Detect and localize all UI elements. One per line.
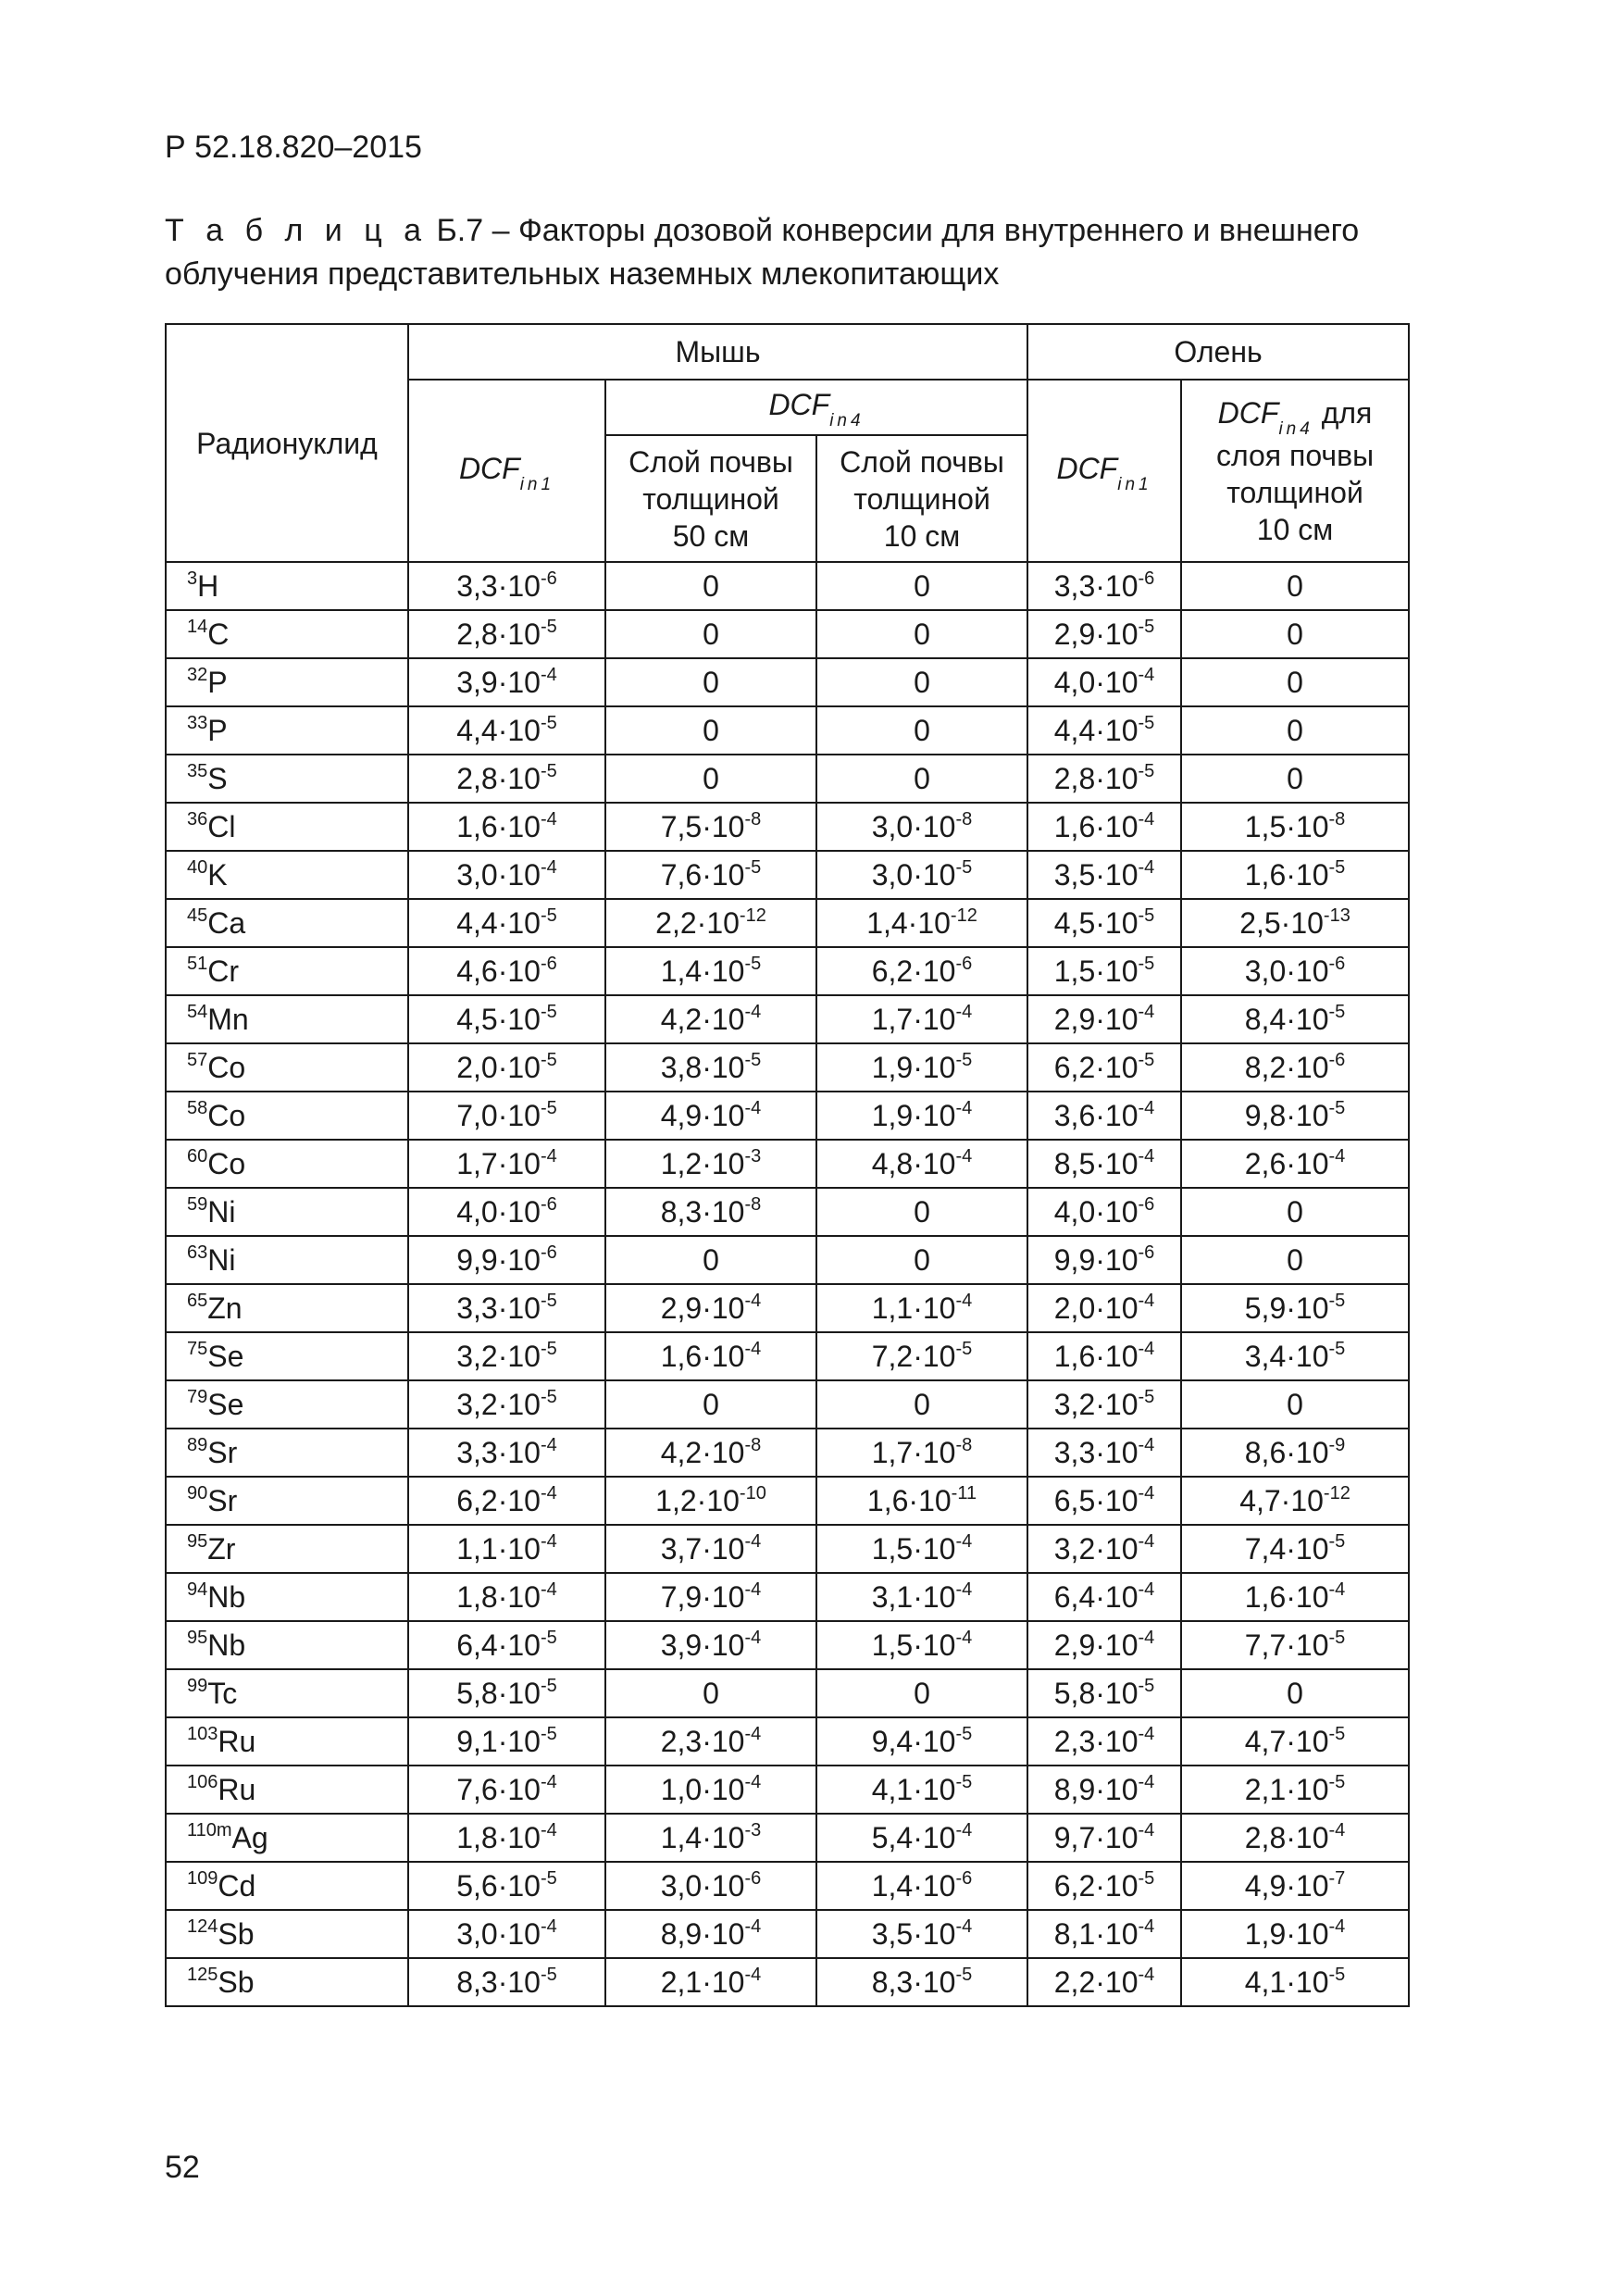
value-cell: $2,1\cdot 10^{-5}$ [1181,1766,1409,1814]
table-header [166,324,1409,562]
value-cell: $1,7\cdot 10^{-4}$ [816,995,1027,1043]
value-cell: $7,4\cdot 10^{-5}$ [1181,1525,1409,1573]
radionuclide-cell: $^{95}$Zr [166,1525,408,1573]
radionuclide-cell: $^{63}$Ni [166,1236,408,1284]
dose-conversion-table [165,323,1410,2007]
value-cell: $6,2\cdot 10^{-5}$ [1027,1043,1181,1092]
value-cell: 0 [816,658,1027,706]
page-number: 52 [165,2150,200,2185]
radionuclide-cell: $^{90}$Sr [166,1477,408,1525]
value-cell: $3,2\cdot 10^{-4}$ [1027,1525,1181,1573]
value-cell: $3,6\cdot 10^{-4}$ [1027,1092,1181,1140]
header-deer-dcf-in4: $DCF_{in4}$ для слоя почвы толщиной 10 см [1181,380,1409,562]
value-cell: 0 [1181,1236,1409,1284]
value-cell: $2,8\cdot 10^{-5}$ [408,755,605,803]
value-cell: $4,4\cdot 10^{-5}$ [408,899,605,947]
value-cell: $3,0\cdot 10^{-6}$ [1181,947,1409,995]
value-cell: $2,6\cdot 10^{-4}$ [1181,1140,1409,1188]
radionuclide-cell: $^{94}$Nb [166,1573,408,1621]
table-row [166,899,1409,947]
value-cell: $7,7\cdot 10^{-5}$ [1181,1621,1409,1669]
table-row [166,1092,1409,1140]
value-cell: $6,5\cdot 10^{-4}$ [1027,1477,1181,1525]
value-cell: $3,5\cdot 10^{-4}$ [816,1910,1027,1958]
table-row [166,1669,1409,1717]
value-cell: 0 [605,658,816,706]
value-cell: $3,5\cdot 10^{-4}$ [1027,851,1181,899]
value-cell: $2,9\cdot 10^{-4}$ [605,1284,816,1332]
value-cell: $4,8\cdot 10^{-4}$ [816,1140,1027,1188]
value-cell: $3,0\cdot 10^{-4}$ [408,851,605,899]
value-cell: $3,0\cdot 10^{-8}$ [816,803,1027,851]
table-row [166,1043,1409,1092]
radionuclide-cell: $^{89}$Sr [166,1429,408,1477]
value-cell: $5,8\cdot 10^{-5}$ [408,1669,605,1717]
table-row [166,1477,1409,1525]
radionuclide-cell: $^{33}$P [166,706,408,755]
value-cell: $2,2\cdot 10^{-4}$ [1027,1958,1181,2006]
value-cell: $2,5\cdot 10^{-13}$ [1181,899,1409,947]
value-cell: $2,1\cdot 10^{-4}$ [605,1958,816,2006]
value-cell: $4,4\cdot 10^{-5}$ [1027,706,1181,755]
value-cell: 0 [816,755,1027,803]
table-row [166,1380,1409,1429]
value-cell: $2,0\cdot 10^{-4}$ [1027,1284,1181,1332]
value-cell: 0 [816,1380,1027,1429]
value-cell: $4,2\cdot 10^{-4}$ [605,995,816,1043]
table-row [166,1429,1409,1477]
value-cell: 0 [1181,1380,1409,1429]
value-cell: $9,4\cdot 10^{-5}$ [816,1717,1027,1766]
value-cell: $4,5\cdot 10^{-5}$ [408,995,605,1043]
value-cell: $9,9\cdot 10^{-6}$ [408,1236,605,1284]
radionuclide-cell: $^{36}$Cl [166,803,408,851]
radionuclide-cell: $^{32}$P [166,658,408,706]
value-cell: $1,6\cdot 10^{-4}$ [1181,1573,1409,1621]
header-deer-dcf-in1: $DCF_{in1}$ [1027,380,1181,562]
radionuclide-cell: $^{54}$Mn [166,995,408,1043]
value-cell: $4,5\cdot 10^{-5}$ [1027,899,1181,947]
table-row [166,995,1409,1043]
value-cell: $9,1\cdot 10^{-5}$ [408,1717,605,1766]
table-row [166,755,1409,803]
value-cell: 0 [605,706,816,755]
value-cell: $4,0\cdot 10^{-4}$ [1027,658,1181,706]
value-cell: $1,4\cdot 10^{-3}$ [605,1814,816,1862]
value-cell: $7,5\cdot 10^{-8}$ [605,803,816,851]
value-cell: $1,5\cdot 10^{-4}$ [816,1621,1027,1669]
value-cell: $5,8\cdot 10^{-5}$ [1027,1669,1181,1717]
value-cell: 0 [605,610,816,658]
value-cell: $1,6\cdot 10^{-4}$ [408,803,605,851]
table-row [166,1525,1409,1573]
value-cell: $6,4\cdot 10^{-5}$ [408,1621,605,1669]
value-cell: $8,3\cdot 10^{-5}$ [408,1958,605,2006]
value-cell: $7,0\cdot 10^{-5}$ [408,1092,605,1140]
radionuclide-cell: $^3$H [166,562,408,610]
value-cell: 0 [816,1236,1027,1284]
value-cell: 0 [605,1236,816,1284]
caption-label: Т а б л и ц а [165,213,429,248]
radionuclide-cell: $^{65}$Zn [166,1284,408,1332]
value-cell: $3,3\cdot 10^{-5}$ [408,1284,605,1332]
value-cell: 0 [1181,658,1409,706]
value-cell: $3,0\cdot 10^{-5}$ [816,851,1027,899]
value-cell: $6,2\cdot 10^{-6}$ [816,947,1027,995]
radionuclide-cell: $^{110m}$Ag [166,1814,408,1862]
value-cell: $3,8\cdot 10^{-5}$ [605,1043,816,1092]
value-cell: $9,8\cdot 10^{-5}$ [1181,1092,1409,1140]
value-cell: 0 [1181,755,1409,803]
value-cell: $2,9\cdot 10^{-4}$ [1027,1621,1181,1669]
value-cell: $6,4\cdot 10^{-4}$ [1027,1573,1181,1621]
header-mouse-dcf-in4: $DCF_{in4}$ [605,380,1027,435]
value-cell: 0 [816,1188,1027,1236]
value-cell: $5,9\cdot 10^{-5}$ [1181,1284,1409,1332]
value-cell: 0 [816,562,1027,610]
radionuclide-cell: $^{125}$Sb [166,1958,408,2006]
value-cell: 0 [816,610,1027,658]
document-id: Р 52.18.820–2015 [165,130,422,165]
value-cell: $5,4\cdot 10^{-4}$ [816,1814,1027,1862]
value-cell: $1,4\cdot 10^{-6}$ [816,1862,1027,1910]
value-cell: $8,4\cdot 10^{-5}$ [1181,995,1409,1043]
table-row [166,1332,1409,1380]
table-row [166,1910,1409,1958]
header-soil-10cm: Слой почвы толщиной 10 см [816,435,1027,562]
value-cell: $1,1\cdot 10^{-4}$ [408,1525,605,1573]
value-cell: $8,5\cdot 10^{-4}$ [1027,1140,1181,1188]
value-cell: $3,2\cdot 10^{-5}$ [408,1332,605,1380]
value-cell: 0 [1181,706,1409,755]
value-cell: $2,2\cdot 10^{-12}$ [605,899,816,947]
radionuclide-cell: $^{109}$Cd [166,1862,408,1910]
value-cell: $8,9\cdot 10^{-4}$ [1027,1766,1181,1814]
value-cell: 0 [816,706,1027,755]
value-cell: 0 [605,1669,816,1717]
value-cell: $4,7\cdot 10^{-5}$ [1181,1717,1409,1766]
radionuclide-cell: $^{14}$C [166,610,408,658]
value-cell: $2,8\cdot 10^{-4}$ [1181,1814,1409,1862]
value-cell: $4,1\cdot 10^{-5}$ [816,1766,1027,1814]
table-row [166,1188,1409,1236]
value-cell: $4,2\cdot 10^{-8}$ [605,1429,816,1477]
value-cell: $3,3\cdot 10^{-4}$ [408,1429,605,1477]
value-cell: $2,9\cdot 10^{-4}$ [1027,995,1181,1043]
value-cell: $2,8\cdot 10^{-5}$ [408,610,605,658]
table-row [166,1236,1409,1284]
table-row [166,1862,1409,1910]
radionuclide-cell: $^{79}$Se [166,1380,408,1429]
value-cell: $1,8\cdot 10^{-4}$ [408,1814,605,1862]
value-cell: $1,5\cdot 10^{-8}$ [1181,803,1409,851]
value-cell: $1,2\cdot 10^{-3}$ [605,1140,816,1188]
value-cell: $1,8\cdot 10^{-4}$ [408,1573,605,1621]
radionuclide-cell: $^{35}$S [166,755,408,803]
value-cell: $6,2\cdot 10^{-5}$ [1027,1862,1181,1910]
radionuclide-cell: $^{45}$Ca [166,899,408,947]
value-cell: 0 [816,1669,1027,1717]
value-cell: $9,7\cdot 10^{-4}$ [1027,1814,1181,1862]
table-row [166,851,1409,899]
radionuclide-cell: $^{60}$Co [166,1140,408,1188]
value-cell: $1,5\cdot 10^{-5}$ [1027,947,1181,995]
table-row [166,1621,1409,1669]
value-cell: $4,1\cdot 10^{-5}$ [1181,1958,1409,2006]
header-soil-50cm: Слой почвы толщиной 50 см [605,435,816,562]
radionuclide-cell: $^{75}$Se [166,1332,408,1380]
header-group-deer: Олень [1027,324,1409,380]
value-cell: 0 [1181,562,1409,610]
value-cell: $2,3\cdot 10^{-4}$ [605,1717,816,1766]
value-cell: $4,7\cdot 10^{-12}$ [1181,1477,1409,1525]
value-cell: $1,9\cdot 10^{-4}$ [1181,1910,1409,1958]
value-cell: $1,6\cdot 10^{-4}$ [1027,803,1181,851]
value-cell: 0 [1181,1669,1409,1717]
table-row [166,1958,1409,2006]
table-body [166,562,1409,2006]
table-row [166,706,1409,755]
table-row [166,1717,1409,1766]
value-cell: $1,6\cdot 10^{-4}$ [605,1332,816,1380]
value-cell: $3,2\cdot 10^{-5}$ [408,1380,605,1429]
value-cell: $5,6\cdot 10^{-5}$ [408,1862,605,1910]
value-cell: $8,3\cdot 10^{-5}$ [816,1958,1027,2006]
value-cell: $1,7\cdot 10^{-8}$ [816,1429,1027,1477]
caption-text: Б.7 – Факторы дозовой конверсии для внутреннего и внешнего облучения представительных наземных млекопитающих [165,213,1360,292]
value-cell: $3,0\cdot 10^{-6}$ [605,1862,816,1910]
value-cell: 0 [605,755,816,803]
value-cell: 0 [605,1380,816,1429]
value-cell: $4,9\cdot 10^{-4}$ [605,1092,816,1140]
value-cell: $8,2\cdot 10^{-6}$ [1181,1043,1409,1092]
value-cell: $7,9\cdot 10^{-4}$ [605,1573,816,1621]
value-cell: $9,9\cdot 10^{-6}$ [1027,1236,1181,1284]
value-cell: $8,6\cdot 10^{-9}$ [1181,1429,1409,1477]
value-cell: $3,7\cdot 10^{-4}$ [605,1525,816,1573]
radionuclide-cell: $^{57}$Co [166,1043,408,1092]
radionuclide-cell: $^{95}$Nb [166,1621,408,1669]
radionuclide-cell: $^{103}$Ru [166,1717,408,1766]
radionuclide-cell: $^{106}$Ru [166,1766,408,1814]
value-cell: $1,4\cdot 10^{-5}$ [605,947,816,995]
value-cell: $7,6\cdot 10^{-5}$ [605,851,816,899]
value-cell: 0 [605,562,816,610]
header-group-mouse: Мышь [408,324,1027,380]
value-cell: $6,2\cdot 10^{-4}$ [408,1477,605,1525]
value-cell: $7,6\cdot 10^{-4}$ [408,1766,605,1814]
table-row [166,658,1409,706]
value-cell: 0 [1181,1188,1409,1236]
value-cell: $1,6\cdot 10^{-5}$ [1181,851,1409,899]
table-caption [165,209,1461,296]
radionuclide-cell: $^{99}$Tc [166,1669,408,1717]
table-row [166,947,1409,995]
value-cell: $3,2\cdot 10^{-5}$ [1027,1380,1181,1429]
value-cell: $3,0\cdot 10^{-4}$ [408,1910,605,1958]
value-cell: $1,7\cdot 10^{-4}$ [408,1140,605,1188]
radionuclide-cell: $^{59}$Ni [166,1188,408,1236]
value-cell: $1,2\cdot 10^{-10}$ [605,1477,816,1525]
radionuclide-cell: $^{124}$Sb [166,1910,408,1958]
value-cell: $2,9\cdot 10^{-5}$ [1027,610,1181,658]
value-cell: $3,3\cdot 10^{-4}$ [1027,1429,1181,1477]
value-cell: $4,9\cdot 10^{-7}$ [1181,1862,1409,1910]
table-row [166,610,1409,658]
header-mouse-dcf-in1: $DCF_{in1}$ [408,380,605,562]
value-cell: $3,4\cdot 10^{-5}$ [1181,1332,1409,1380]
value-cell: $4,0\cdot 10^{-6}$ [1027,1188,1181,1236]
table-row [166,803,1409,851]
value-cell: $4,6\cdot 10^{-6}$ [408,947,605,995]
value-cell: $1,4\cdot 10^{-12}$ [816,899,1027,947]
value-cell: $2,8\cdot 10^{-5}$ [1027,755,1181,803]
radionuclide-cell: $^{58}$Co [166,1092,408,1140]
value-cell: $8,1\cdot 10^{-4}$ [1027,1910,1181,1958]
value-cell: $1,0\cdot 10^{-4}$ [605,1766,816,1814]
value-cell: 0 [1181,610,1409,658]
table-row [166,1814,1409,1862]
value-cell: $2,0\cdot 10^{-5}$ [408,1043,605,1092]
table-row [166,562,1409,610]
value-cell: $2,3\cdot 10^{-4}$ [1027,1717,1181,1766]
value-cell: $1,6\cdot 10^{-4}$ [1027,1332,1181,1380]
value-cell: $3,3\cdot 10^{-6}$ [408,562,605,610]
value-cell: $3,9\cdot 10^{-4}$ [408,658,605,706]
value-cell: $1,1\cdot 10^{-4}$ [816,1284,1027,1332]
radionuclide-cell: $^{51}$Cr [166,947,408,995]
value-cell: $1,9\cdot 10^{-5}$ [816,1043,1027,1092]
value-cell: $1,6\cdot 10^{-11}$ [816,1477,1027,1525]
value-cell: $3,9\cdot 10^{-4}$ [605,1621,816,1669]
radionuclide-cell: $^{40}$K [166,851,408,899]
value-cell: $4,0\cdot 10^{-6}$ [408,1188,605,1236]
value-cell: $3,1\cdot 10^{-4}$ [816,1573,1027,1621]
value-cell: $3,3\cdot 10^{-6}$ [1027,562,1181,610]
table-row [166,1766,1409,1814]
value-cell: $1,5\cdot 10^{-4}$ [816,1525,1027,1573]
table-row [166,1573,1409,1621]
value-cell: $8,3\cdot 10^{-8}$ [605,1188,816,1236]
table-row [166,1140,1409,1188]
value-cell: $8,9\cdot 10^{-4}$ [605,1910,816,1958]
header-radionuclide: Радионуклид [166,324,408,562]
value-cell: $1,9\cdot 10^{-4}$ [816,1092,1027,1140]
value-cell: $7,2\cdot 10^{-5}$ [816,1332,1027,1380]
value-cell: $4,4\cdot 10^{-5}$ [408,706,605,755]
table-row [166,1284,1409,1332]
